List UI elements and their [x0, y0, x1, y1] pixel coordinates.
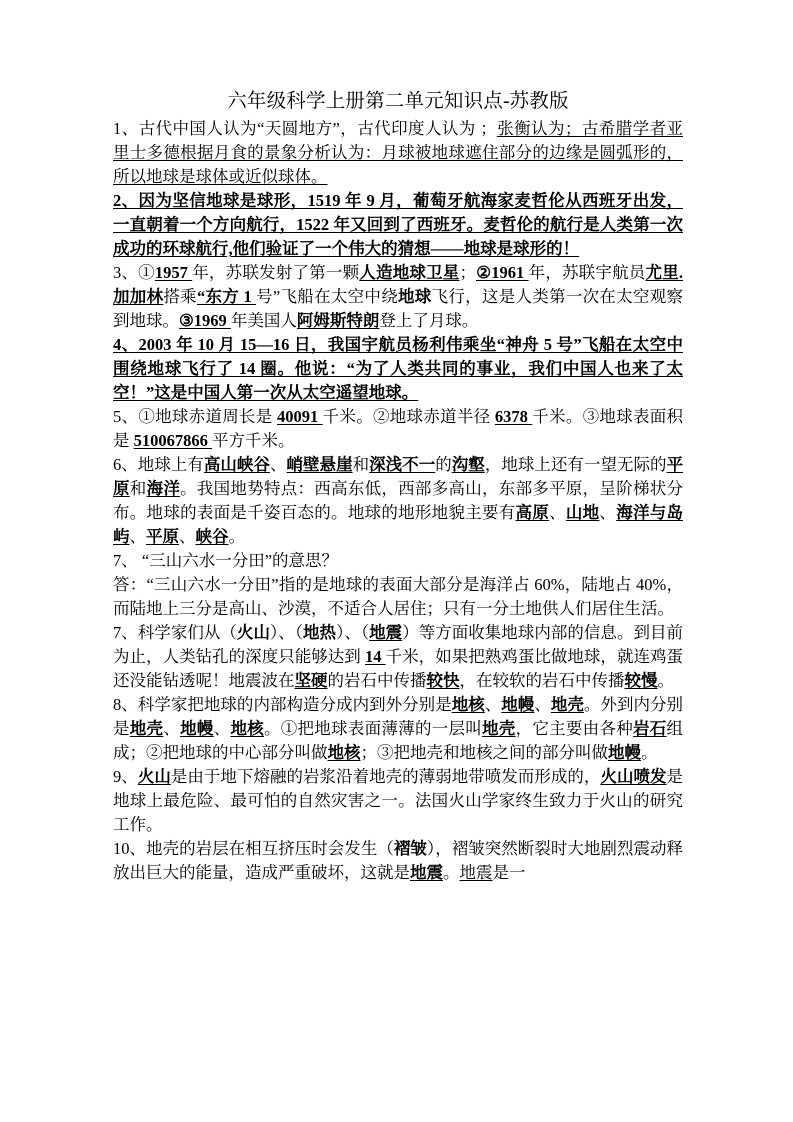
text-run: 510067866 [133, 431, 212, 450]
text-run: 40091 [276, 407, 323, 426]
text-run: 3、① [113, 263, 155, 282]
text-run: 、 [549, 503, 566, 522]
text-run: 4、2003 年 10 月 15—16 日，我国宇航员杨利伟乘坐“神舟 5 号”飞船在太空中围绕地球飞行了 14 圈。他说：“为了人类共同的事业，我们中国人也来了太空！”这是中国人第一次从太空遥望地球。 [113, 335, 683, 402]
text-run: 是由于地下熔融的岩浆沿着地壳的薄弱地带喷发而形成的， [170, 767, 601, 786]
page-title: 六年级科学上册第二单元知识点-苏教版 [227, 91, 569, 112]
text-run: 9、 [113, 767, 138, 786]
text-run: 较慢 [624, 671, 658, 690]
text-run: 地幔 [608, 743, 641, 762]
text-run: 搭乘 [163, 287, 197, 306]
text-run: 、 [213, 719, 231, 738]
text-run: ； [459, 263, 477, 282]
text-run: 火山 [137, 767, 171, 786]
text-run: 6378 [494, 407, 533, 426]
knowledge-point-paragraph [113, 765, 683, 837]
knowledge-point-paragraph [113, 117, 683, 189]
text-run: 8、科学家把地球的内部构造分成内到外分别是 [113, 695, 452, 714]
text-run: 年，苏联发射了第一颗 [192, 263, 360, 282]
knowledge-point-paragraph [113, 189, 683, 261]
knowledge-point-paragraph [113, 573, 683, 621]
document-body [113, 88, 683, 885]
text-run: 峭壁悬崖 [286, 455, 353, 474]
text-run: 1、古代中国人认为“天圆地方”，古代印度人认为 ； [113, 119, 497, 138]
text-run: ，在较软的岩石中传播 [459, 671, 625, 690]
text-run: 地幔 [180, 719, 214, 738]
text-run: 飞行，这是人类第一次在太空观察到地球。 [113, 287, 684, 330]
text-run: 、 [484, 695, 502, 714]
knowledge-point-paragraph [113, 453, 683, 549]
text-run: 峡谷 [195, 527, 229, 546]
text-run: 坚硬 [294, 671, 328, 690]
text-run: 。 [443, 863, 460, 882]
text-run: 火山喷发 [600, 767, 667, 786]
knowledge-point-paragraph [113, 261, 683, 333]
text-run: 组成；②把地球的中心部分叫做 [113, 719, 684, 762]
text-run: 海洋 [146, 479, 181, 498]
text-run: 地幔 [501, 695, 535, 714]
text-run: 地震 [410, 863, 443, 882]
text-run: ）、（ [269, 623, 304, 642]
text-run: 地壳 [482, 719, 516, 738]
text-run: 地震 [369, 623, 403, 642]
text-run: ；③把地壳和地核之间的部分叫做 [360, 743, 608, 762]
text-run: 是一 [492, 863, 526, 882]
text-run: 和 [129, 479, 147, 498]
text-run: 、 [163, 719, 181, 738]
text-run: 答：“三山六水一分田”指的是地球的表面大部分是海洋占 60%，陆地占 40%，而陆地上三分是高山、沙漠，不适合人居住；只有一分土地供人们居住生活。 [113, 575, 683, 618]
text-run: 是地球上最危险、最可怕的自然灾害之一。法国火山学家终生致力于火山的研究工作。 [113, 767, 684, 834]
text-run: 千米。②地球赤道半径 [322, 407, 495, 426]
text-run: 。外到内分别是 [113, 695, 684, 738]
text-run: 较快 [426, 671, 460, 690]
text-run: 山地 [565, 503, 600, 522]
text-run: 2、因为坚信地球是球形，1519 年 9 月，葡萄牙航海家麦哲伦从西班牙出发，一直朝着一个方向航行，1522 年又回到了西班牙。麦哲伦的航行是人类第一次成功的环球航行,他们验证了一个伟大的猜想——地球是球形的！ [113, 191, 683, 258]
text-run: 号”飞船在太空中绕 [256, 287, 398, 306]
text-run: 人造地球卫星 [359, 263, 460, 282]
text-run: 、 [129, 527, 146, 546]
knowledge-point-paragraph [113, 405, 683, 453]
text-run: 高山峡谷 [203, 455, 270, 474]
text-run: 地壳 [129, 719, 164, 738]
text-run: 、 [269, 455, 287, 474]
text-run: 高原 [515, 503, 550, 522]
knowledge-point-paragraph [113, 549, 683, 573]
text-run: ）等方面收集地球内部的信息。到目前为止，人类钻孔的深度只能够达到 [113, 623, 684, 666]
text-run: 。 [657, 671, 674, 690]
text-run: 地球 [397, 287, 432, 306]
text-run: 和 [352, 455, 370, 474]
text-run: 的 [435, 455, 452, 474]
text-run: 千米，如果把熟鸡蛋比做地球，就连鸡蛋还没能钻透呢！地震波在 [113, 647, 684, 690]
text-run: 。我国地势特点：西高东低，西部多高山，东部多平原，呈阶梯状分布。地球的表面是千姿百态的。地球的地形地貌主要有 [113, 479, 684, 522]
text-run: 阿姆斯特朗 [296, 311, 380, 330]
text-run: 平方千米。 [212, 431, 295, 450]
knowledge-point-paragraph [113, 333, 683, 405]
text-run: 平原 [113, 455, 684, 498]
knowledge-point-paragraph [113, 837, 683, 885]
text-run: 地壳 [550, 695, 584, 714]
text-run: ，地球上还有一望无际的 [484, 455, 667, 474]
text-run: 年美国人 [230, 311, 297, 330]
text-run: “东方 1 [196, 287, 257, 306]
text-run: 深浅不一 [369, 455, 436, 474]
text-run: ，它主要由各种 [515, 719, 633, 738]
text-run: 6、地球上有 [113, 455, 204, 474]
text-run: 地热 [303, 623, 337, 642]
text-run: 褶皱 [393, 839, 427, 858]
text-run: 张衡认为；古希腊学者亚里士多德根据月食的景象分析认为：月球被地球遮住部分的边缘是圆弧形的，所以地球是球体或近似球体。 [113, 119, 684, 186]
text-run: 。 [228, 527, 245, 546]
knowledge-point-list [113, 117, 683, 885]
text-run: 海洋与岛屿 [113, 503, 684, 546]
text-run: 火山 [236, 623, 270, 642]
knowledge-point-paragraph [113, 621, 683, 693]
text-run: 10、地壳的岩层在相互挤压时会发生（ [113, 839, 394, 858]
text-run: 千米。③地球表面积是 [113, 407, 683, 450]
text-run: 7、科学家们从（ [113, 623, 237, 642]
knowledge-point-paragraph [113, 693, 683, 765]
text-run: 地震 [459, 863, 493, 882]
text-run: ）、（ [336, 623, 370, 642]
text-run: ），褶皱突然断裂时大地剧烈震动释放出巨大的能量，造成严重破坏，这就是 [113, 839, 684, 882]
text-run: 年，苏联宇航员 [528, 263, 646, 282]
text-run: 地核 [451, 695, 485, 714]
text-run: 地核 [230, 719, 264, 738]
text-run: 尤里.加加林 [113, 263, 684, 306]
text-run: 1957 [154, 263, 193, 282]
text-run: ②1961 [476, 263, 529, 282]
text-run: 岩石 [633, 719, 667, 738]
text-run: 登上了月球。 [379, 311, 479, 330]
text-run: 的岩石中传播 [327, 671, 427, 690]
text-run: 。①把地球表面薄薄的一层叫 [263, 719, 483, 738]
text-run: 地核 [327, 743, 361, 762]
text-run: 7、 “三山六水一分田”的意思？ [113, 551, 339, 570]
text-run: ③1969 [179, 311, 231, 330]
text-run: 。 [641, 743, 658, 762]
text-run: 14 [364, 647, 386, 666]
text-run: 、 [599, 503, 617, 522]
text-run: 沟壑 [451, 455, 485, 474]
text-run: 5、①地球赤道周长是 [113, 407, 277, 426]
text-run: 、 [179, 527, 196, 546]
text-run: 、 [534, 695, 551, 714]
text-run: 平原 [146, 527, 179, 546]
